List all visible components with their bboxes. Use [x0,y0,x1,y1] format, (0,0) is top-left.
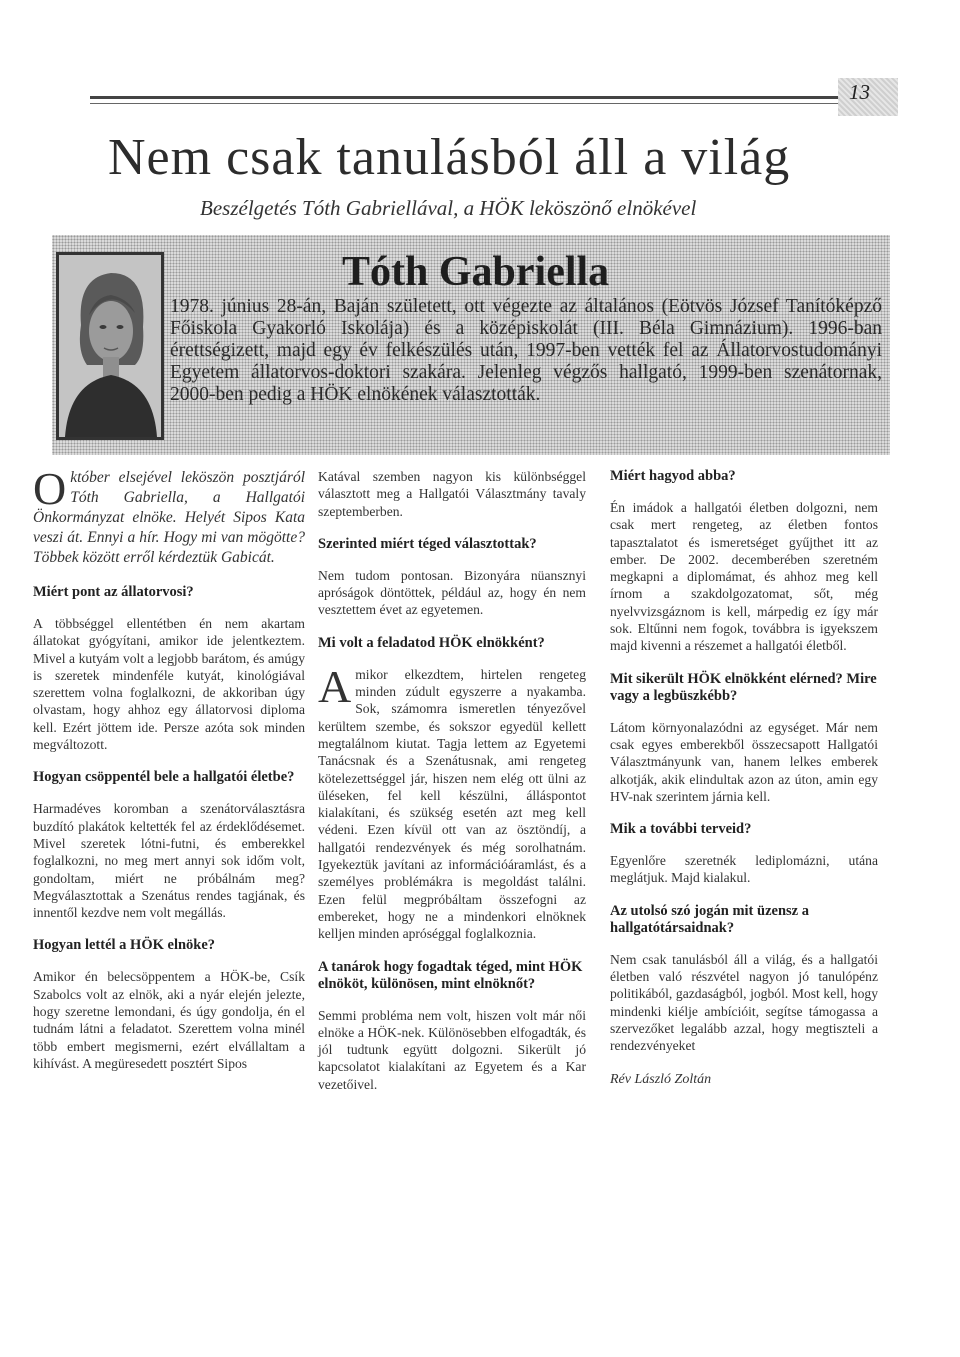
author-signature: Rév László Zoltán [610,1071,712,1087]
answer-2: Harmadéves koromban a szenátorválasztásra buzdító plakátok keltették fel az érdeklődésemet. Mivel szeretek lótni-futni, és emberekkel foglalkozni, no meg mert annyi sok időm volt, gondoltam, miért ne próbálnám meg? Megválasztottak a Szenátus rendes tagjának, és innentől kezdve nem volt megállás. [33,801,305,921]
question-4: Szerinted miért téged választottak? [318,535,537,552]
question-5: Mi volt a feladatod HÖK elnökként? [318,634,545,651]
question-7: Miért hagyod abba? [610,468,736,484]
article-subtitle: Beszélgetés Tóth Gabriellával, a HÖK leköszönő elnökével [200,196,697,220]
answer-5-text: mikor elkezdtem, hirtelen rengeteg minden zúdult egyszerre a nyakamba. Sok, számomra ismeretlen tényezővel kerültem szembe, és sokszor egyedül kellett megtalálnom kiutat. Tagja lettem az Egyetemi Tanácsnak és a Szenátusnak, ami rengeteg kötelezettséggel jár, hiszen nem elég ott ülni az üléseken, fel kell készülni, álláspontot kialakítani, és szükség esetén azt meg kell védeni. Ezen kívül ott van az ösztöndíj, a hallgatói rendezvények és még sorolhatnám. Igyekeztük javítani az információáramlást, és a személyes problémákra is megoldást találni. Ezen felül megpróbáltam összefogni az embereket, hogy ne a mindenkori elnöknek kelljen minden apróséggal foglalkoznia. [318,666,586,942]
question-10: Az utolsó szó jogán mit üzensz a hallgatótársaidnak? [610,902,809,936]
answer-7: Én imádok a hallgatói életben dolgozni, nem csak mert rengeteg, az életben fontos tapasztalatot és ismeretséget gyűjthet itt az ember. De 2002. decemberében szeretném megkapni a diplomámat, és ahhoz meg kell írnom a szakdolgozatomat, sőt, még nyelvvizsgáznom is kell, márpedig ez így már sok. Eltűnni nem fogok, továbbra is igyekszem majd kivenni a részemet a hallgatói életből. [610,500,878,654]
portrait-illustration [59,255,161,437]
question-3: Hogyan lettél a HÖK elnöke? [33,937,216,954]
answer-4: Nem tudom pontosan. Bizonyára nüansznyi apróságok döntöttek, például az, hogy én nem vesztettem évet az egyetemen. [318,567,586,618]
answer-5 [318,660,586,943]
answer-9: Egyenlőre szeretnék lediplomázni, utána meglátjuk. Majd kialakul. [610,853,878,886]
answer-1: A többséggel ellentétben én nem akartam állatokat gyógyítani, amikor ide jelentkeztem. Mivel a kutyám volt a legjobb barátom, és amúgy is szeretek mindenféle kutyát, kinológiával szerettem volna foglalkozni, de akkoriban úgy olvastam, hogy ahhoz egy állatorvosi diploma kell. Ezért jöttem ide. Persze azóta sok minden megváltozott. [33,616,305,753]
column-3 [610,468,878,1104]
question-1: Miért pont az állatorvosi? [33,584,194,600]
answer-3: Amikor én belecsöppentem a HÖK-be, Csík Szabolcs volt az elnök, aki a nyár elején jelezte, hogy szeretne lemondani, és úgy gondolja, én el tudnám látni a feladatot. Szerettem volna minél több embert megismerni, ezért elvállaltam a kihívást. A megüresedett posztért Sipos [33,969,305,1071]
header-rule-thick [90,96,898,99]
intro-paragraph [33,463,305,568]
article-title: Nem csak tanulásból áll a világ [108,129,791,186]
answer-10: Nem csak tanulásból áll a világ, és a hallgatói életben való részvétel nagyon jó tanulópénz politikából, gazdaságból, jogból. Most kell, hogy mindenki kiélje ambícióit, segítse támogassa a szervezőket legalább azzal, hogy megtiszteli a rendezvényeket [610,951,878,1054]
question-9: Mik a további terveid? [610,821,752,838]
portrait-photo [56,252,164,440]
column-2 [318,468,586,1109]
column-1 [33,463,305,1088]
intro-text: któber elsejével leköszön posztjáról Tóth Gabriella, a Hallgatói Önkormányzat elnöke. Helyét Sipos Kata veszi át. Ennyi a hír. Hogy mi van mögötte? Többek között erről kérdeztük Gabicát. [33,469,305,566]
intro-dropcap: O [33,463,67,514]
question-6: A tanárok hogy fogadtak téged, mint HÖK elnököt, különösen, mint elnöknőt? [318,958,583,992]
bio-text: 1978. június 28-án, Baján született, ott végezte az általános (Eötvös József Tanítóképző Főiskola Gyakorló Iskolája) és a középiskolát (III. Béla Gimnázium). 1996-ban érettségizett, majd egy év felkészülés után, 1997-ben vették fel az Állatorvostudományi Egyetem állatorvos-doktori szakára. Jelenleg végzős hallgató, 1999-ben szenátornak, 2000-ben pedig a HÖK elnökének választották. [170,296,882,405]
question-2: Hogyan csöppentél bele a hallgatói életbe? [33,769,295,786]
page-number: 13 [849,80,870,104]
bio-name: Tóth Gabriella [342,249,610,295]
question-8: Mit sikerült HÖK elnökként elérned? Mire vagy a legbüszkébb? [610,670,877,704]
answer-6: Semmi probléma nem volt, hiszen volt már női elnöke a HÖK-nek. Különösebben elfogadták, és jól tudtunk együtt dolgozni. Sikerült jó kapcsolatot kialakítani az Egyetem és a Kar vezetőivel. [318,1007,586,1092]
answer-8: Látom környonalazódni az egységet. Már nem csak egyes emberekből összecsapott Hallgatói Választmányunk van, hanem lelkes emberek alkotják, akik elindultak azon az úton, amin egy HV-nak szerintem járnia kell. [610,719,878,804]
answer-5-dropcap: A [318,660,352,712]
header-rule-thin [90,103,898,104]
answer-3-continued: Katával szemben nagyon kis különbséggel választott meg a Hallgatói Választmány tavaly szeptemberben. [318,469,586,519]
